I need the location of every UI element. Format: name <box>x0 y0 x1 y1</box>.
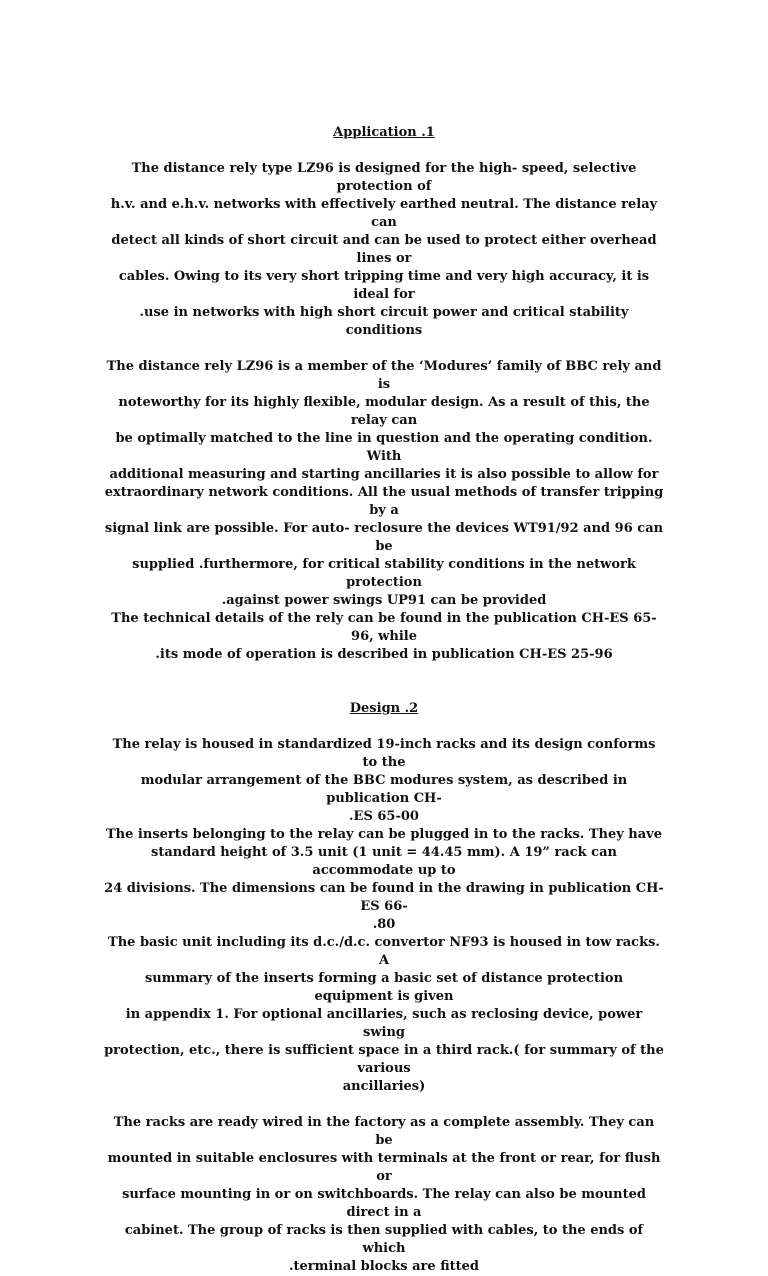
text-line: noteworthy for its highly flexible, modular design. As a result of this, the relay can <box>118 395 650 428</box>
text-line: be optimally matched to the line in question and the operating condition. With <box>115 431 653 464</box>
section-heading-design: Design .2 <box>349 701 419 716</box>
text-line: supplied .furthermore, for critical stability conditions in the network protection <box>132 557 636 590</box>
text-line: in appendix 1. For optional ancillaries, such as reclosing device, power swing <box>125 1007 643 1040</box>
text-line: signal link are possible. For auto- reclosure the devices WT91/92 and 96 can be <box>104 521 664 554</box>
text-line: .80 <box>372 917 396 932</box>
text-line: ancillaries) <box>342 1079 426 1094</box>
paragraph-application-2 <box>104 358 664 664</box>
text-line: .terminal blocks are fitted <box>288 1259 480 1274</box>
text-line: protection, etc., there is sufficient space in a third rack.( for summary of the various <box>104 1043 664 1076</box>
paragraph-application-1 <box>104 160 664 340</box>
text-line: modular arrangement of the BBC modures system, as described in publication CH- <box>140 773 628 806</box>
text-line: The racks are ready wired in the factory as a complete assembly. They can be <box>113 1115 655 1148</box>
text-line: mounted in suitable enclosures with terminals at the front or rear, for flush or <box>107 1151 661 1184</box>
text-line: 24 divisions. The dimensions can be found in the drawing in publication CH-ES 66- <box>104 881 664 914</box>
paragraph-design-2 <box>104 1114 664 1276</box>
text-line: The relay is housed in standardized 19-inch racks and its design conforms to the <box>112 737 656 770</box>
text-line: .use in networks with high short circuit power and critical stability conditions <box>139 305 629 338</box>
text-line: .against power swings UP91 can be provided <box>221 593 547 608</box>
paragraph-gap <box>104 340 664 358</box>
text-line: The inserts belonging to the relay can be plugged in to the racks. They have <box>106 827 662 842</box>
text-line: extraordinary network conditions. All the usual methods of transfer tripping by a <box>104 485 664 518</box>
text-line: summary of the inserts forming a basic set of distance protection equipment is given <box>144 971 624 1004</box>
text-line: .its mode of operation is described in publication CH-ES 25-96 <box>155 647 613 662</box>
text-line: cables. Owing to its very short tripping time and very high accuracy, it is ideal for <box>118 269 650 302</box>
text-line: h.v. and e.h.v. networks with effectively earthed neutral. The distance relay can <box>110 197 658 230</box>
text-line: cabinet. The group of racks is then supplied with cables, to the ends of which <box>124 1223 644 1256</box>
text-line: standard height of 3.5 unit (1 unit = 44.45 mm). A 19” rack can accommodate up to <box>151 845 617 878</box>
text-line: surface mounting in or on switchboards. The relay can also be mounted direct in a <box>122 1187 646 1220</box>
document-body <box>104 124 664 1276</box>
text-line: .ES 65-00 <box>349 809 419 824</box>
section-gap <box>104 664 664 700</box>
paragraph-design-1 <box>104 736 664 1096</box>
text-line: The distance rely type LZ96 is designed for the high- speed, selective protection of <box>131 161 637 194</box>
text-line: additional measuring and starting ancillaries it is also possible to allow for <box>109 467 659 482</box>
text-line: detect all kinds of short circuit and can be used to protect either overhead lines or <box>111 233 657 266</box>
text-line: The distance rely LZ96 is a member of the ‘Modures’ family of BBC rely and is <box>106 359 662 392</box>
section-heading-application: Application .1 <box>333 125 435 140</box>
paragraph-gap <box>104 1096 664 1114</box>
text-line: The basic unit including its d.c./d.c. convertor NF93 is housed in tow racks. A <box>108 935 660 968</box>
text-line: The technical details of the rely can be found in the publication CH-ES 65-96, while <box>111 611 657 644</box>
